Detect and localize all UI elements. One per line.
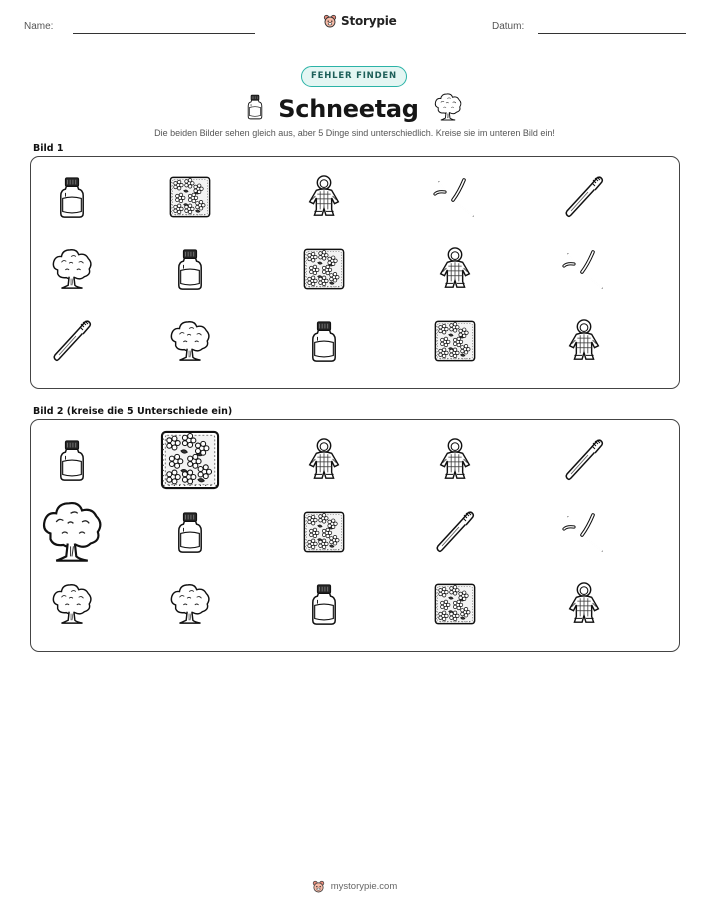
- picture2-cell[interactable]: [284, 426, 364, 498]
- footer-site: mystorypie.com: [330, 881, 398, 892]
- page-title: Schneetag: [278, 95, 419, 123]
- snowsuit-icon: [435, 438, 475, 486]
- tree-icon: [39, 498, 105, 570]
- tree-icon: [50, 581, 94, 631]
- picture2-cell[interactable]: [32, 570, 112, 642]
- snowsuit-icon: [304, 175, 344, 223]
- footer: [0, 880, 709, 893]
- date-label: Datum:: [492, 21, 525, 32]
- tree-icon: [50, 246, 94, 296]
- blanket-icon: [434, 583, 476, 629]
- tree-icon: [168, 581, 212, 631]
- picture1-cell: [415, 307, 495, 379]
- picture2-cell[interactable]: [150, 426, 230, 498]
- bottle-icon: [176, 511, 204, 558]
- instructions: Die beiden Bilder sehen gleich aus, aber 5 Dinge sind unterschiedlich. Kreise sie im unteren Bild ein!: [154, 128, 555, 138]
- picture1-cell: [415, 163, 495, 235]
- snowsuit-icon: [564, 319, 604, 367]
- picture1-cell: [284, 307, 364, 379]
- picture2-cell[interactable]: [150, 570, 230, 642]
- date-line[interactable]: [538, 33, 686, 34]
- picture2-cell[interactable]: [284, 498, 364, 570]
- picture2-cell[interactable]: [544, 498, 624, 570]
- picture1-label: Bild 1: [33, 143, 64, 154]
- tree-icon: [168, 318, 212, 368]
- picture2-cell[interactable]: [544, 426, 624, 498]
- brand-logo: [323, 14, 397, 28]
- toothbrush-icon: [562, 437, 606, 487]
- picture2-cell[interactable]: [284, 570, 364, 642]
- bottle-icon: [310, 583, 338, 630]
- picture2-cell[interactable]: [415, 570, 495, 642]
- picture2-frame[interactable]: [30, 419, 680, 652]
- picture1-frame: [30, 156, 680, 389]
- picture1-cell: [32, 235, 112, 307]
- picture2-cell[interactable]: [32, 498, 112, 570]
- snowsuit-icon: [304, 438, 344, 486]
- bottle-icon: [310, 320, 338, 367]
- picture2-cell[interactable]: [544, 570, 624, 642]
- picture1-cell: [544, 307, 624, 379]
- title-row: [0, 92, 709, 126]
- brand-name: Storypie: [341, 14, 397, 28]
- bear-icon: [312, 880, 325, 893]
- picture2-cell[interactable]: [32, 426, 112, 498]
- picture1-cell: [544, 163, 624, 235]
- blanket-icon: [169, 176, 211, 222]
- toothbrush-icon: [562, 174, 606, 224]
- picture2-cell[interactable]: [150, 498, 230, 570]
- snowsuit-icon: [564, 582, 604, 630]
- branch-icon: [562, 246, 606, 296]
- picture2-cell[interactable]: [415, 426, 495, 498]
- toothbrush-icon: [50, 318, 94, 368]
- snowsuit-icon: [435, 247, 475, 295]
- picture1-cell: [150, 307, 230, 379]
- blanket-icon: [303, 248, 345, 294]
- picture1-cell: [544, 235, 624, 307]
- picture1-cell: [150, 235, 230, 307]
- blanket-icon: [160, 430, 220, 494]
- tree-icon: [433, 92, 463, 126]
- picture2-cell[interactable]: [415, 498, 495, 570]
- category-badge: FEHLER FINDEN: [301, 66, 407, 87]
- bear-icon: [323, 14, 337, 28]
- branch-icon: [562, 509, 606, 559]
- blanket-icon: [434, 320, 476, 366]
- blanket-icon: [303, 511, 345, 557]
- toothbrush-icon: [433, 509, 477, 559]
- picture1-cell: [415, 235, 495, 307]
- picture1-cell: [150, 163, 230, 235]
- picture1-cell: [284, 235, 364, 307]
- name-label: Name:: [24, 21, 54, 32]
- branch-icon: [433, 174, 477, 224]
- picture1-cell: [284, 163, 364, 235]
- bottle-icon: [58, 439, 86, 486]
- bottle-icon: [246, 94, 264, 124]
- picture1-cell: [32, 163, 112, 235]
- name-line[interactable]: [73, 33, 255, 34]
- picture1-cell: [32, 307, 112, 379]
- bottle-icon: [176, 248, 204, 295]
- bottle-icon: [58, 176, 86, 223]
- picture2-label: Bild 2 (kreise die 5 Unterschiede ein): [33, 406, 233, 417]
